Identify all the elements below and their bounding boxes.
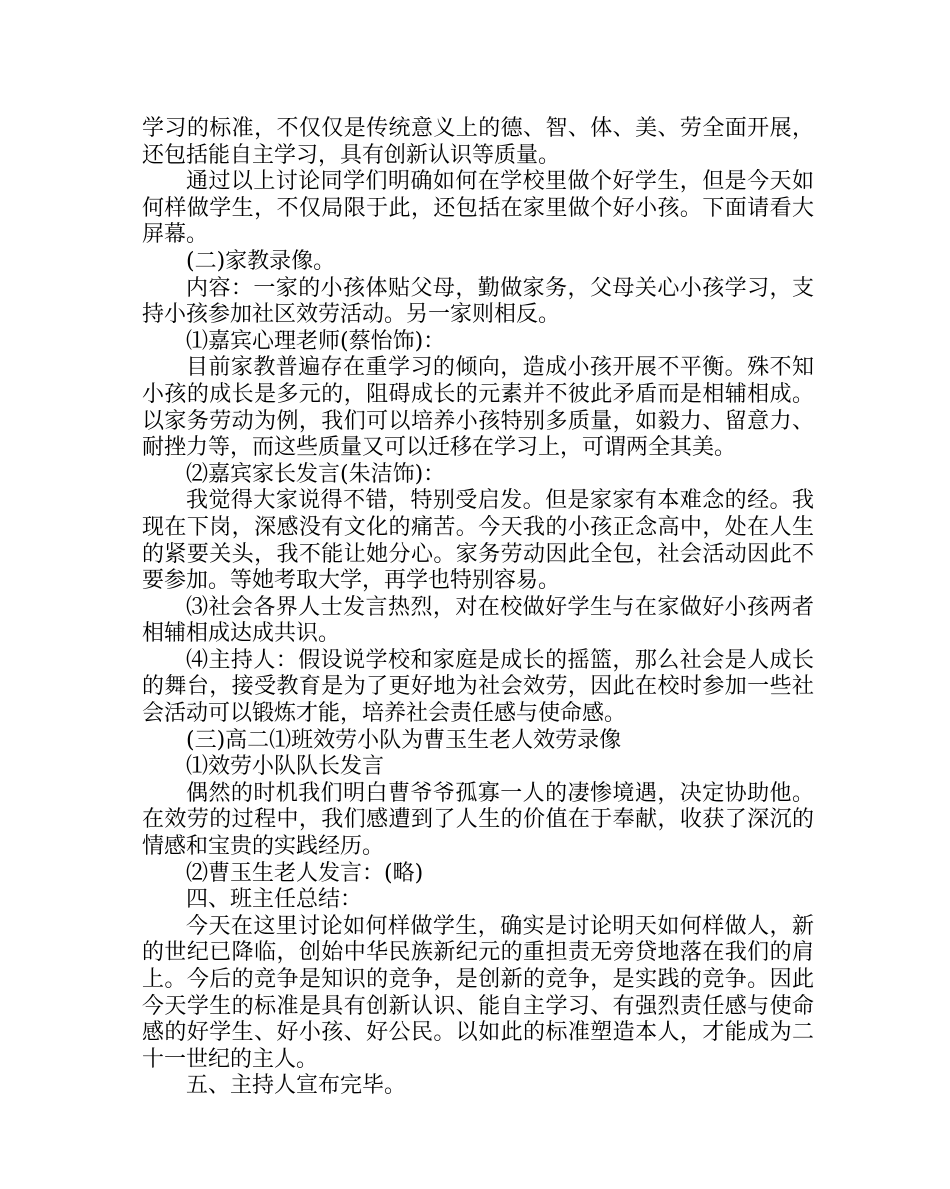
section-heading: 四、班主任总结： — [186, 887, 363, 913]
paragraph: ⑷主持人：假设说学校和家庭是成长的摇篮，那么社会是人成长的舞台，接受教育是为了更好地为社会效劳，因此在校时参加一些社会活动可以锻炼才能，培养社会责任感与使命感。 — [142, 647, 814, 727]
section-heading: 五、主持人宣布完毕。 — [186, 1073, 407, 1099]
paragraph: 偶然的时机我们明白曹爷爷孤寡一人的凄惨境遇，决定协助他。在效劳的过程中，我们感遭到了人生的价值在于奉献，收获了深沉的情感和宝贵的实践经历。 — [142, 780, 814, 860]
paragraph: 目前家教普遍存在重学习的倾向，造成小孩开展不平衡。殊不知小孩的成长是多元的，阻碍成长的元素并不彼此矛盾而是相辅相成。以家务劳动为例，我们可以培养小孩特别多质量，如毅力、留意力、耐挫力等，而这些质量又可以迁移在学习上，可谓两全其美。 — [142, 355, 814, 461]
section-heading: (三)高二⑴班效劳小队为曹玉生老人效劳录像 — [186, 727, 622, 753]
section-heading: (二)家教录像。 — [186, 248, 336, 274]
paragraph: 内容：一家的小孩体贴父母，勤做家务，父母关心小孩学习，支持小孩参加社区效劳活动。另一家则相反。 — [142, 275, 814, 328]
paragraph: 今天在这里讨论如何样做学生，确实是讨论明天如何样做人，新的世纪已降临，创始中华民族新纪元的重担责无旁贷地落在我们的肩上。今后的竞争是知识的竞争，是创新的竞争，是实践的竞争。因此今天学生的标准是具有创新认识、能自主学习、有强烈责任感与使命感的好学生、好小孩、好公民。以如此的标准塑造本人，才能成为二十一世纪的主人。 — [142, 913, 814, 1072]
paragraph: 我觉得大家说得不错，特别受启发。但是家家有本难念的经。我现在下岗，深感没有文化的痛苦。今天我的小孩正念高中，处在人生的紧要关头，我不能让她分心。家务劳动因此全包，社会活动因此不要参加。等她考取大学，再学也特别容易。 — [142, 488, 814, 594]
document-page — [142, 116, 814, 1100]
speaker-label: ⑵曹玉生老人发言：(略) — [186, 860, 424, 886]
speaker-label: ⑴效劳小队队长发言 — [186, 754, 385, 780]
paragraph: 通过以上讨论同学们明确如何在学校里做个好学生，但是今天如何样做学生，不仅局限于此，还包括在家里做个好小孩。下面请看大屏幕。 — [142, 169, 814, 248]
paragraph: ⑶社会各界人士发言热烈，对在校做好学生与在家做好小孩两者相辅相成达成共识。 — [142, 594, 814, 647]
paragraph: 学习的标准，不仅仅是传统意义上的德、智、体、美、劳全面开展，还包括能自主学习，具有创新认识等质量。 — [142, 116, 814, 168]
speaker-label: ⑴嘉宾心理老师(蔡怡饰)： — [186, 328, 446, 354]
speaker-label: ⑵嘉宾家长发言(朱洁饰)： — [186, 461, 446, 487]
